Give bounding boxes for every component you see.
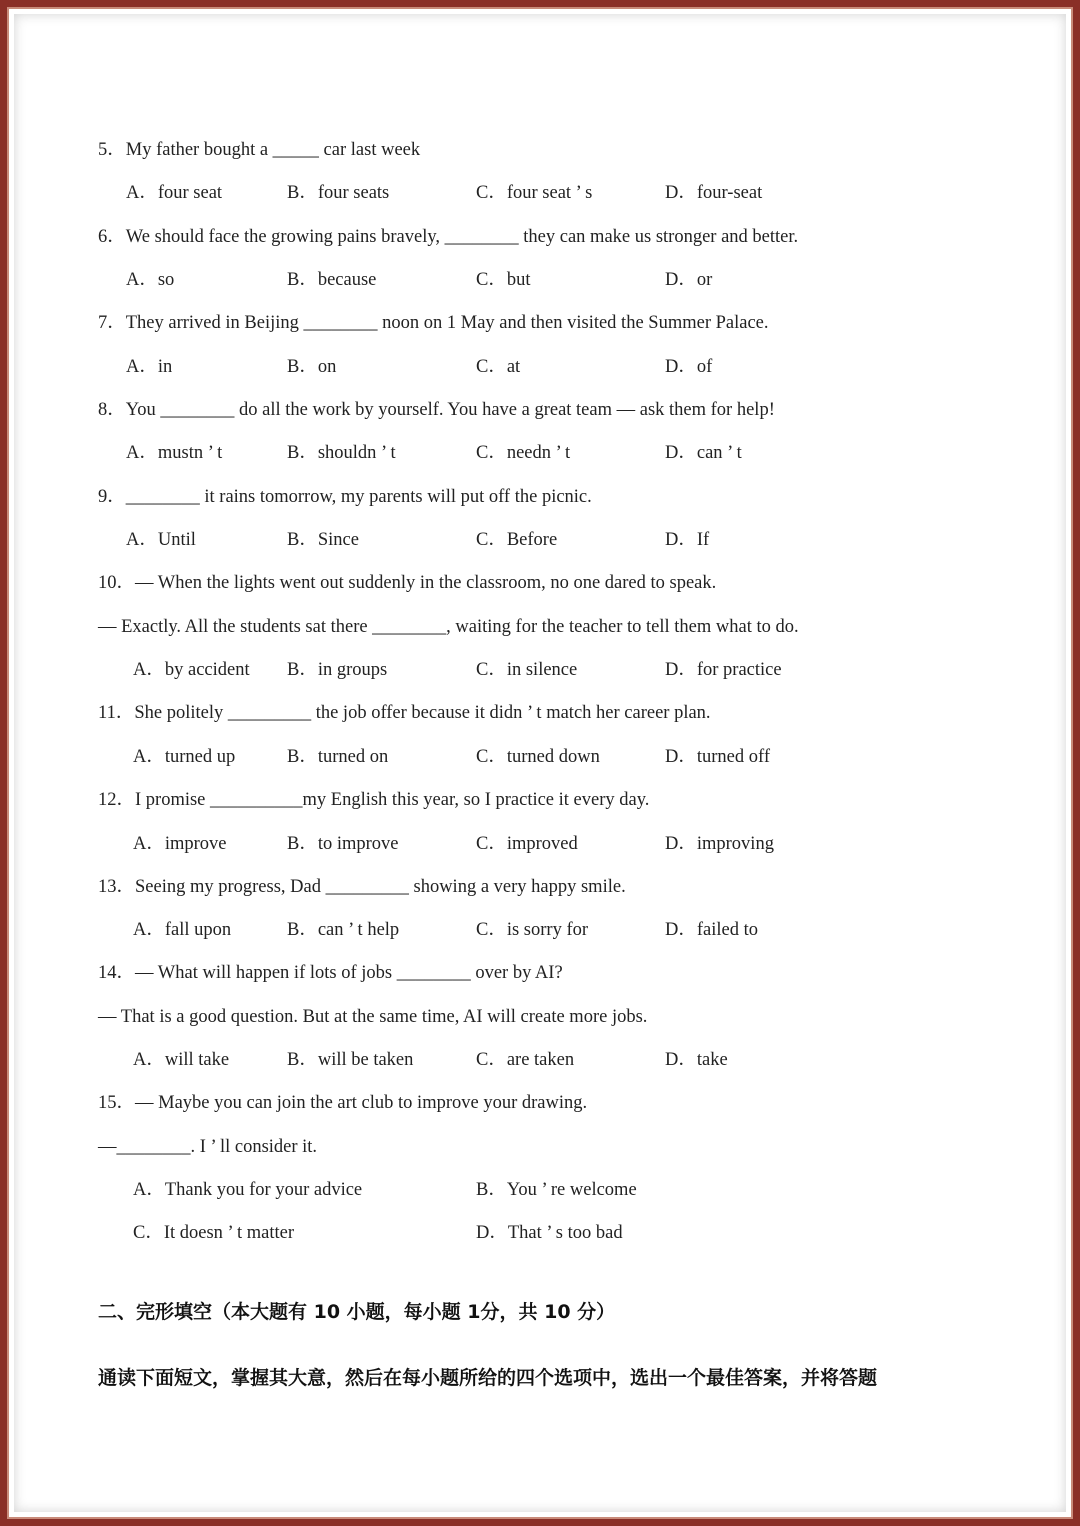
question-7-stem: 7．They arrived in Beijing ________ noon on 1 May and then visited the Summer Palace. xyxy=(98,313,769,333)
q10-option-c: C．in silence xyxy=(476,660,578,680)
q14-option-b: B．will be taken xyxy=(287,1050,414,1070)
q11-option-a: A．turned up xyxy=(133,747,236,767)
q13-option-a: A．fall upon xyxy=(133,920,232,940)
question-11-stem: 11．She politely _________ the job offer because it didn ’ t match her career plan. xyxy=(98,703,711,723)
q9-option-d: D．If xyxy=(665,530,710,550)
q12-option-a: A．improve xyxy=(133,834,227,854)
q5-option-b: B．four seats xyxy=(287,183,390,203)
q10-option-b: B．in groups xyxy=(287,660,388,680)
q6-option-b: B．because xyxy=(287,270,377,290)
question-8-stem: 8．You ________ do all the work by yourself. You have a great team — ask them for help! xyxy=(98,400,775,420)
q7-option-b: B．on xyxy=(287,357,337,377)
q9-option-a: A．Until xyxy=(126,530,196,550)
q15-option-b: B．You ’ re welcome xyxy=(476,1180,637,1200)
question-15-reply: —________. I ’ ll consider it. xyxy=(98,1137,318,1157)
q13-option-c: C．is sorry for xyxy=(476,920,589,940)
question-15-stem: 15．— Maybe you can join the art club to improve your drawing. xyxy=(98,1093,588,1113)
question-9-stem: 9．________ it rains tomorrow, my parents will put off the picnic. xyxy=(98,487,592,507)
section-instruction: 通读下面短文，掌握其大意，然后在每小题所给的四个选项中，选出一个最佳答案，并将答题 xyxy=(98,1367,878,1389)
q5-option-a: A．four seat xyxy=(126,183,223,203)
q7-option-c: C．at xyxy=(476,357,521,377)
q9-option-c: C．Before xyxy=(476,530,558,550)
q5-option-c: C．four seat ’ s xyxy=(476,183,593,203)
q8-option-d: D．can ’ t xyxy=(665,443,742,463)
q12-option-d: D．improving xyxy=(665,834,774,854)
q6-option-d: D．or xyxy=(665,270,713,290)
q13-option-d: D．failed to xyxy=(665,920,758,940)
q8-option-c: C．needn ’ t xyxy=(476,443,571,463)
question-12-stem: 12．I promise __________my English this year, so I practice it every day. xyxy=(98,790,650,810)
question-5-stem: 5．My father bought a _____ car last week xyxy=(98,140,421,160)
q7-option-a: A．in xyxy=(126,357,173,377)
q7-option-d: D．of xyxy=(665,357,713,377)
q14-option-c: C．are taken xyxy=(476,1050,575,1070)
q9-option-b: B．Since xyxy=(287,530,359,550)
q14-option-a: A．will take xyxy=(133,1050,230,1070)
q6-option-c: C．but xyxy=(476,270,531,290)
q11-option-b: B．turned on xyxy=(287,747,389,767)
question-10-reply: — Exactly. All the students sat there ________, waiting for the teacher to tell them what to do. xyxy=(98,617,799,637)
q8-option-b: B．shouldn ’ t xyxy=(287,443,396,463)
q8-option-a: A．mustn ’ t xyxy=(126,443,223,463)
q13-option-b: B．can ’ t help xyxy=(287,920,400,940)
q12-option-b: B．to improve xyxy=(287,834,399,854)
q14-option-d: D．take xyxy=(665,1050,728,1070)
q5-option-d: D．four-seat xyxy=(665,183,763,203)
q10-option-a: A．by accident xyxy=(133,660,250,680)
q15-option-a: A．Thank you for your advice xyxy=(133,1180,363,1200)
q11-option-c: C．turned down xyxy=(476,747,600,767)
question-13-stem: 13．Seeing my progress, Dad _________ showing a very happy smile. xyxy=(98,877,626,897)
q11-option-d: D．turned off xyxy=(665,747,770,767)
question-14-reply: — That is a good question. But at the same time, AI will create more jobs. xyxy=(98,1007,648,1027)
q10-option-d: D．for practice xyxy=(665,660,782,680)
question-10-stem: 10．— When the lights went out suddenly in the classroom, no one dared to speak. xyxy=(98,573,717,593)
q15-option-d: D．That ’ s too bad xyxy=(476,1223,623,1243)
section-heading: 二、完形填空（本大题有 10 小题，每小题 1分，共 10 分） xyxy=(98,1301,616,1323)
q12-option-c: C．improved xyxy=(476,834,578,854)
q15-option-c: C．It doesn ’ t matter xyxy=(133,1223,294,1243)
question-6-stem: 6．We should face the growing pains bravely, ________ they can make us stronger and better. xyxy=(98,227,799,247)
q6-option-a: A．so xyxy=(126,270,175,290)
question-14-stem: 14．— What will happen if lots of jobs ________ over by AI? xyxy=(98,963,563,983)
